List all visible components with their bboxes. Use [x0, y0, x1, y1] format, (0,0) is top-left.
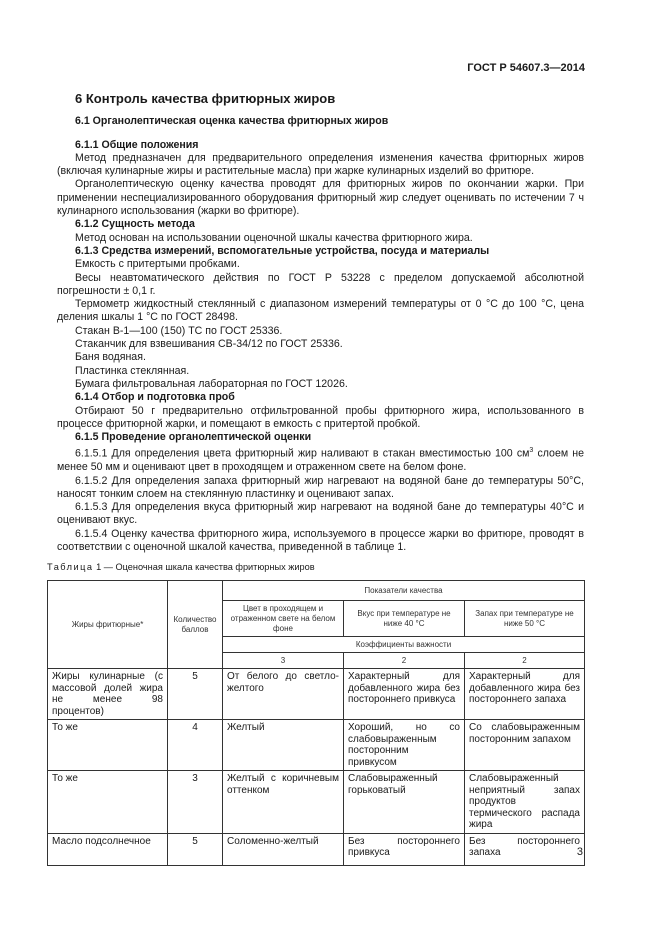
procedure-title: 6.1.5 Проведение органолептической оценки [75, 431, 312, 444]
cell-points: 5 [168, 669, 223, 720]
equipment-item: Стаканчик для взвешивания СВ-34/12 по ГОСТ 25336. [75, 338, 343, 351]
equipment-title: 6.1.3 Средства измерений, вспомогательные устройства, посуда и материалы [75, 244, 490, 257]
procedure-paragraph-4: 6.1.5.4 Оценку качества фритюрного жира, используемого в процессе жарки во фритюре, проводят в соответствии с оценочной шкалой качества, приведенной в таблице 1. [57, 527, 584, 554]
cell-smell: Слабовыраженный неприятный запах продуктов термического распада жира [465, 771, 585, 834]
table-caption [47, 561, 584, 574]
cell-taste: Без постороннего привкуса [344, 833, 465, 865]
cell-taste: Слабовыраженный горьковатый [344, 771, 465, 834]
cell-points: 5 [168, 833, 223, 865]
equipment-item: Весы неавтоматического действия по ГОСТ Р 53228 с пределом допускаемой абсолютной погрешности ± 0,1 г. [57, 271, 584, 297]
quality-scale-table [47, 580, 585, 866]
table-row [48, 833, 585, 865]
essence-title: 6.1.2 Сущность метода [75, 218, 195, 231]
equipment-item: Емкость с притертыми пробками. [75, 258, 240, 271]
procedure-text: 6.1.5.1 Для определения цвета фритюрный жир наливают в стакан вместимостью 100 см [75, 447, 530, 460]
equipment-item: Термометр жидкостный стеклянный с диапазоном измерений температуры от 0 °С до 100 °С, цена деления шкалы 1 °С по ГОСТ 28498. [57, 298, 584, 324]
coef-smell: 2 [465, 653, 585, 669]
header-coefficients: Коэффициенты важности [223, 637, 585, 653]
cell-fat: Жиры кулинарные (с массовой долей жира не менее 98 процентов) [48, 669, 168, 720]
page-number: 3 [576, 846, 583, 858]
cell-taste: Хороший, но со слабовыраженным посторонним привкусом [344, 720, 465, 771]
table-row [48, 669, 585, 720]
coef-color: 3 [223, 653, 344, 669]
equipment-item: Бумага фильтровальная лабораторная по ГОСТ 12026. [75, 377, 348, 390]
subsection-title: 6.1 Органолептическая оценка качества фритюрных жиров [75, 115, 389, 128]
document-code: ГОСТ Р 54607.3—2014 [467, 62, 585, 74]
header-indicators: Показатели качества [223, 581, 585, 601]
header-color: Цвет в проходящем и отраженном свете на белом фоне [223, 601, 344, 637]
cell-color: Желтый [223, 720, 344, 771]
table-caption-label: Таблица [47, 562, 94, 573]
superscript: 3 [529, 447, 534, 455]
cell-smell: Характерный для добавленного жира без постороннего запаха [465, 669, 585, 720]
cell-smell: Без постороннего запаха [465, 833, 585, 865]
cell-fat: То же [48, 720, 168, 771]
cell-color: Желтый с коричневым оттенком [223, 771, 344, 834]
table-row [48, 771, 585, 834]
procedure-text: слоем не менее 50 мм и оценивают цвет в проходящем и отраженном свете на белом фоне. [57, 447, 584, 474]
general-paragraph-1: Метод предназначен для предварительного определения изменения качества фритюрных жиров (включая кулинарные жиры и растительные масла) при жарке кулинарных изделий во фритюре. [57, 151, 584, 178]
coef-taste: 2 [344, 653, 465, 669]
header-taste: Вкус при температуре не ниже 40 °С [344, 601, 465, 637]
equipment-item: Стакан В-1—100 (150) ТС по ГОСТ 25336. [75, 324, 283, 337]
sampling-title: 6.1.4 Отбор и подготовка проб [75, 391, 235, 404]
equipment-item: Пластинка стеклянная. [75, 364, 190, 377]
procedure-paragraph-1 [57, 444, 584, 474]
general-title: 6.1.1 Общие положения [75, 138, 199, 151]
general-paragraph-2: Органолептическую оценку качества проводят для фритюрных жиров по окончании жарки. При применении неспециализированного оборудования фритюрный жир следует оценивать по истечении 7 ч кулинарного использования (жарки во фритюре). [57, 178, 584, 218]
table-caption-text: 1 — Оценочная шкала качества фритюрных жиров [96, 562, 315, 573]
procedure-paragraph-3: 6.1.5.3 Для определения вкуса фритюрный жир нагревают на водяной бане до температуры 40°С и оценивают вкус. [57, 501, 584, 527]
procedure-paragraph-2: 6.1.5.2 Для определения запаха фритюрный жир нагревают на водяной бане до температуры 50°С, наносят тонким слоем на стеклянную пластинку и оценивают запах. [57, 474, 584, 500]
cell-taste: Характерный для добавленного жира без постороннего привкуса [344, 669, 465, 720]
cell-color: От белого до светло-желтого [223, 669, 344, 720]
section-title: 6 Контроль качества фритюрных жиров [75, 91, 336, 106]
cell-fat: Масло подсолнечное [48, 833, 168, 865]
cell-smell: Со слабовыраженным посторонним запахом [465, 720, 585, 771]
cell-points: 4 [168, 720, 223, 771]
sampling-paragraph: Отбирают 50 г предварительно отфильтрованной пробы фритюрного жира, использованного в процессе фритюрной жарки, и помещают в емкость с притертой пробкой. [57, 404, 584, 430]
cell-color: Соломенно-желтый [223, 833, 344, 865]
cell-points: 3 [168, 771, 223, 834]
header-smell: Запах при температуре не ниже 50 °С [465, 601, 585, 637]
document-body [47, 91, 584, 575]
header-fats: Жиры фритюрные* [48, 581, 168, 669]
header-points: Количество баллов [168, 581, 223, 669]
essence-paragraph: Метод основан на использовании оценочной шкалы качества фритюрного жира. [75, 231, 473, 244]
equipment-item: Баня водяная. [75, 351, 146, 364]
cell-fat: То же [48, 771, 168, 834]
table-row [48, 720, 585, 771]
